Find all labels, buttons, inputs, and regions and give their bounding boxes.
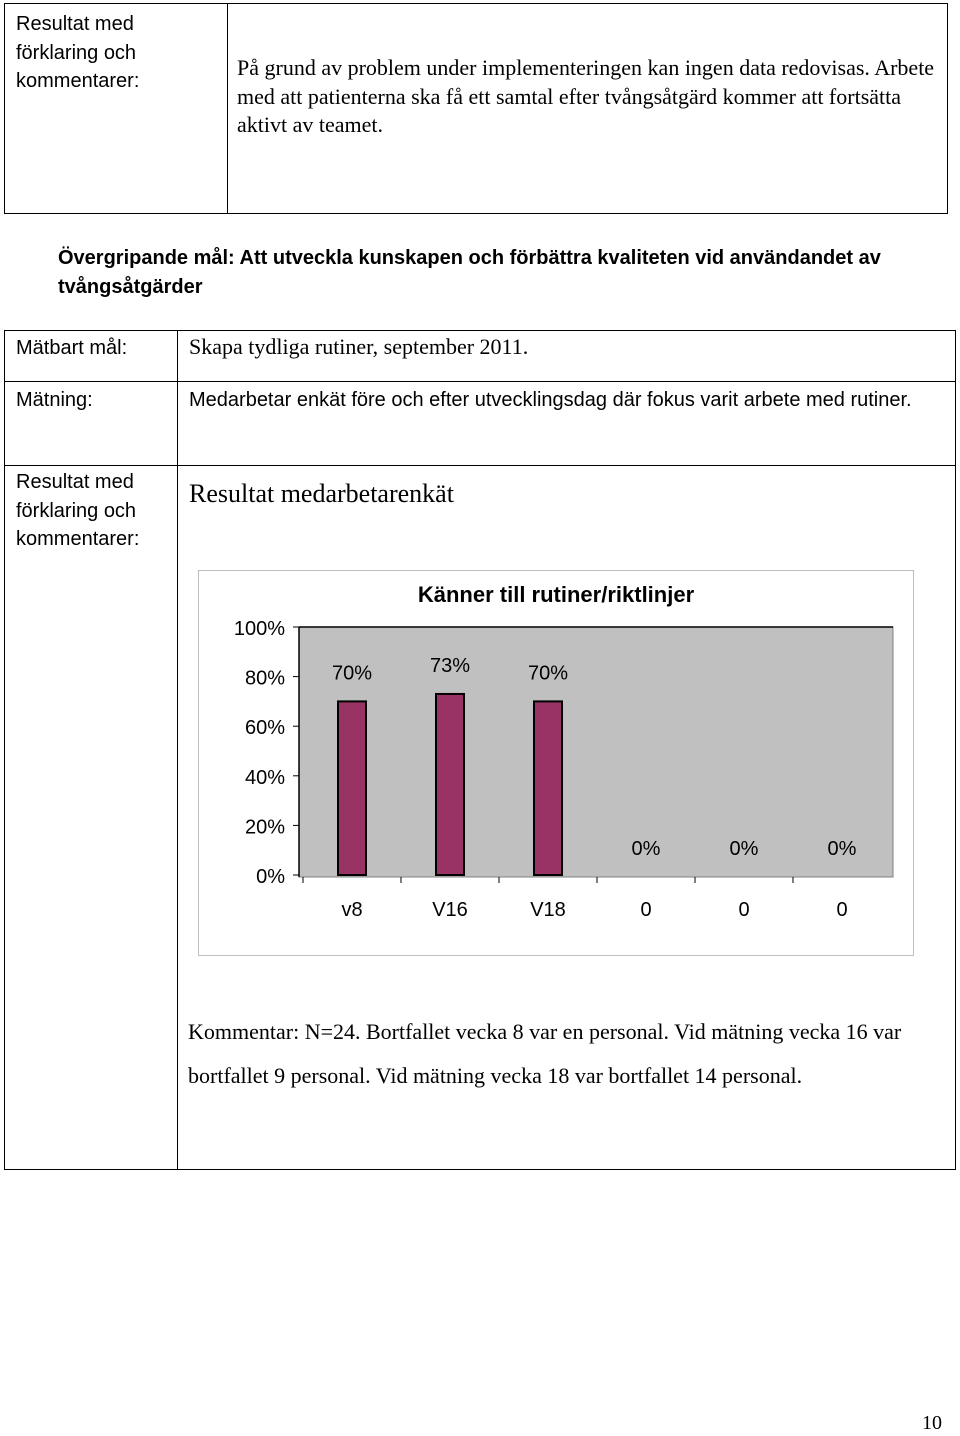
- page-number: 10: [922, 1412, 942, 1434]
- y-tick-label: 0%: [256, 866, 285, 888]
- matning-label: Mätning:: [16, 389, 93, 411]
- x-category-label: 0: [836, 899, 848, 921]
- matbart-label: Mätbart mål:: [16, 337, 128, 359]
- y-tick-label: 80%: [244, 667, 285, 690]
- goal-heading: Övergripande mål: Att utveckla kunskapen och förbättra kvaliteten vid användandet av tvångsåtgärder: [58, 247, 881, 298]
- x-category-label: v8: [341, 899, 363, 921]
- x-category-label: 0: [640, 899, 652, 921]
- matning-value: Medarbetar enkät före och efter utvecklingsdag där fokus varit arbete med rutiner.: [189, 389, 912, 411]
- y-tick-label: 20%: [244, 816, 285, 839]
- survey-chart: [198, 570, 914, 956]
- y-tick-label: 40%: [244, 766, 285, 789]
- data-label: 73%: [429, 654, 471, 677]
- chart-svg: [199, 571, 915, 957]
- bar: [534, 701, 562, 875]
- table-row-divider-1: [5, 381, 955, 382]
- resultat-label: Resultat med förklaring och kommentarer:: [16, 471, 140, 550]
- matbart-value: Skapa tydliga rutiner, september 2011.: [189, 334, 529, 359]
- resultat-heading: Resultat medarbetarenkät: [189, 479, 454, 508]
- plot-area: [299, 627, 893, 877]
- data-label: 0%: [631, 838, 661, 860]
- data-label: 70%: [527, 662, 569, 685]
- chart-title: Känner till rutiner/riktlinjer: [417, 582, 695, 607]
- top-table-divider: [227, 4, 228, 213]
- kommentar-text: Kommentar: N=24. Bortfallet vecka 8 var en personal. Vid mätning vecka 16 var bortfallet 9 personal. Vid mätning vecka 18 var bortfallet 14 personal.: [188, 1019, 902, 1088]
- table-row-divider-2: [5, 465, 955, 466]
- x-category-label: V16: [432, 899, 468, 921]
- data-label: 70%: [331, 662, 373, 685]
- bar: [436, 694, 464, 875]
- top-result-table: [4, 3, 948, 214]
- y-tick-label: 60%: [244, 717, 285, 740]
- top-result-label: Resultat med förklaring och kommentarer:: [16, 13, 140, 92]
- data-label: 0%: [827, 838, 857, 860]
- bar: [338, 701, 366, 875]
- y-tick-label: 100%: [233, 618, 285, 640]
- data-label: 0%: [729, 838, 759, 860]
- table-column-divider: [177, 331, 178, 1169]
- x-category-label: V18: [530, 899, 566, 921]
- top-result-text: På grund av problem under implementeringen kan ingen data redovisas. Arbete med att patienterna ska få ett samtal efter tvångsåtgärd kommer att fortsätta aktivt av teamet.: [237, 55, 935, 137]
- x-category-label: 0: [738, 899, 750, 921]
